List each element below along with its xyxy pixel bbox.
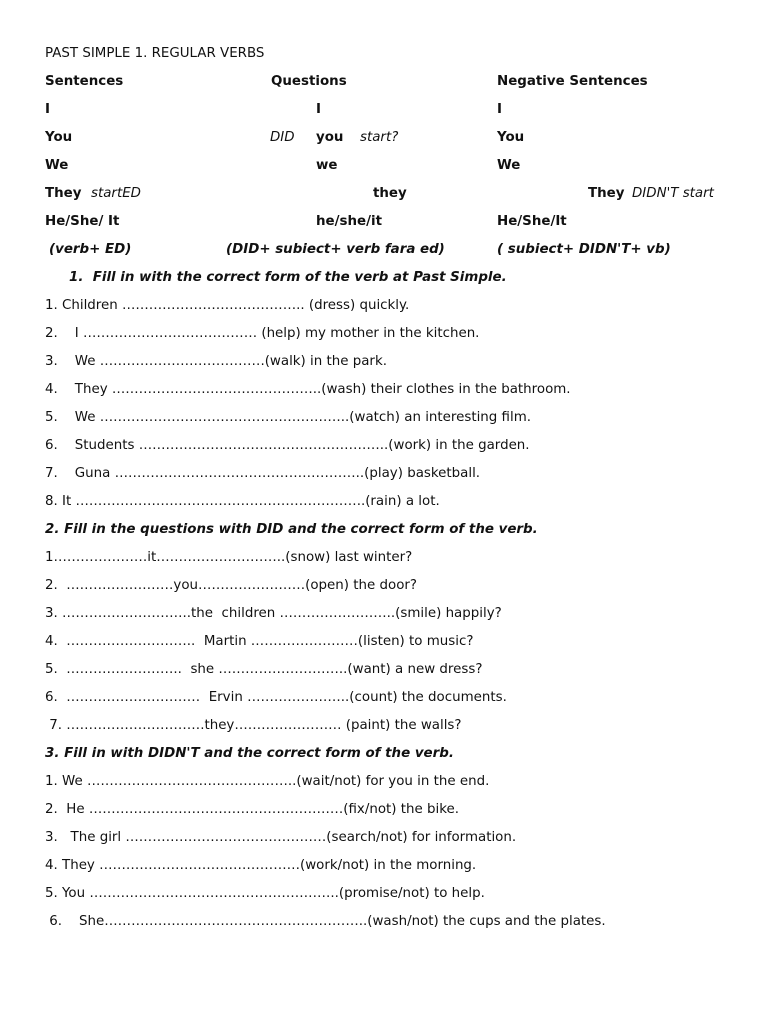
negative-verb: DIDN'T start	[632, 186, 714, 201]
pronoun-negative: We	[497, 158, 521, 173]
affirmative-verb: startED	[91, 186, 141, 201]
question-auxiliary: DID	[270, 130, 295, 145]
exercise-item: 7. Guna ………………………………………………..(play) basketball.	[45, 466, 481, 481]
pronoun-sentences: I	[45, 102, 50, 117]
pronoun-negative: They	[588, 186, 625, 201]
exercise-item: 6. She…………………………………………………..(wash/not) the cups and the plates.	[45, 914, 606, 929]
exercise-item: 1…………………it………………………..(snow) last winter?	[45, 550, 413, 565]
formula-affirmative: (verb+ ED)	[49, 242, 132, 257]
pronoun-questions: I	[316, 102, 321, 117]
exercise-item: 3. We ……………………………….(walk) in the park.	[45, 354, 387, 369]
pronoun-sentences: You	[45, 130, 73, 145]
pronoun-questions: he/she/it	[316, 214, 382, 229]
exercise-item: 1. We ………………………………………..(wait/not) for you in the end.	[45, 774, 490, 789]
column-header-questions: Questions	[271, 74, 347, 89]
exercise-item: 4. They ………………………………………..(wash) their clothes in the bathroom.	[45, 382, 571, 397]
pronoun-negative: You	[497, 130, 525, 145]
pronoun-negative: I	[497, 102, 502, 117]
pronoun-negative: He/She/It	[497, 214, 567, 229]
exercise-item: 6. ………………………… Ervin …………………..(count) the documents.	[45, 690, 507, 705]
exercise-item: 2. He …………………………………………………(fix/not) the bike.	[45, 802, 460, 817]
section-heading: 3. Fill in with DIDN'T and the correct form of the verb.	[45, 746, 454, 761]
pronoun-questions: you	[316, 130, 344, 145]
section-heading: 2. Fill in the questions with DID and the correct form of the verb.	[45, 522, 538, 537]
exercise-item: 3. ………………………..the children ……………………..(smile) happily?	[45, 606, 502, 621]
exercise-item: 2. ……………………you……………………(open) the door?	[45, 578, 417, 593]
section-heading: 1. Fill in with the correct form of the verb at Past Simple.	[69, 270, 507, 285]
pronoun-sentences: We	[45, 158, 69, 173]
exercise-item: 3. The girl ………………………………………(search/not) for information.	[45, 830, 517, 845]
exercise-item: 5. You ………………………………………………..(promise/not) to help.	[45, 886, 485, 901]
pronoun-questions: they	[373, 186, 407, 201]
formula-question: (DID+ subiect+ verb fara ed)	[226, 242, 445, 257]
exercise-item: 8. It ………………………………………………………..(rain) a lot.	[45, 494, 440, 509]
formula-negative: ( subiect+ DIDN'T+ vb)	[497, 242, 671, 257]
column-header-sentences: Sentences	[45, 74, 124, 89]
question-verb: start?	[360, 130, 399, 145]
exercise-item: 2. I ………………………………… (help) my mother in the kitchen.	[45, 326, 480, 341]
exercise-item: 4. ……………………….. Martin ……………………(listen) to music?	[45, 634, 474, 649]
exercise-item: 6. Students ………………………………………………..(work) in the garden.	[45, 438, 530, 453]
pronoun-sentences: He/She/ It	[45, 214, 120, 229]
pronoun-sentences: They	[45, 186, 82, 201]
column-header-negative: Negative Sentences	[497, 74, 648, 89]
exercise-item: 5. …………………….. she ………………………..(want) a new dress?	[45, 662, 483, 677]
exercise-item: 5. We ………………………………………………..(watch) an interesting film.	[45, 410, 531, 425]
exercise-item: 1. Children ………………………………….. (dress) quickly.	[45, 298, 410, 313]
pronoun-questions: we	[316, 158, 338, 173]
exercise-item: 4. They ………………………………………(work/not) in the morning.	[45, 858, 477, 873]
exercise-item: 7. ………………………….they…………………… (paint) the walls?	[45, 718, 462, 733]
page-title: PAST SIMPLE 1. REGULAR VERBS	[45, 46, 265, 61]
